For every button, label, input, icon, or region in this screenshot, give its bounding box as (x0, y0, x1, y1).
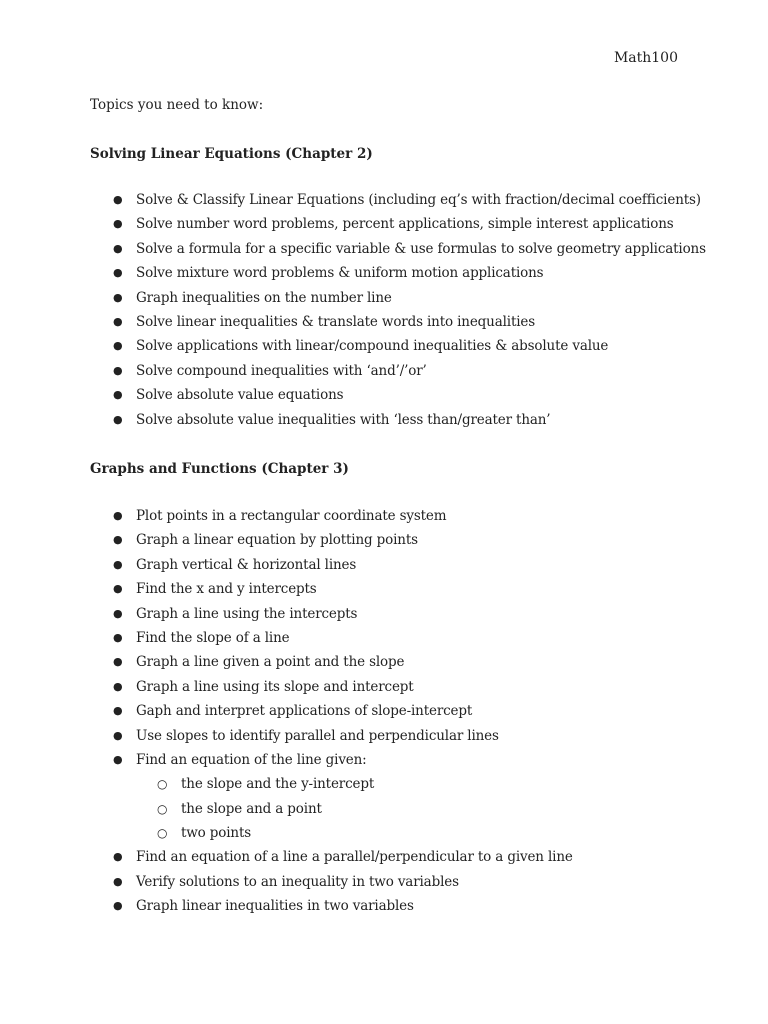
intro-text: Topics you need to know: (90, 97, 264, 113)
bullet-icon: ● (113, 363, 123, 377)
bullet-icon: ● (113, 630, 123, 644)
bullet-icon: ● (113, 606, 123, 620)
bullet-icon: ● (113, 679, 123, 693)
bullet-icon: ● (113, 339, 123, 353)
bullet-icon: ● (113, 509, 123, 522)
sub-list-item: ○ the slope and a point (157, 800, 322, 817)
list-item: ● Graph a line using its slope and intercept (113, 678, 414, 695)
list-item: ● Find the slope of a line (113, 629, 290, 646)
section-title-graphs-functions: Graphs and Functions (Chapter 3) (90, 461, 349, 477)
bullet-icon: ● (113, 582, 123, 596)
bullet-icon: ● (113, 533, 123, 547)
list-item: ● Solve applications with linear/compound inequalities & absolute value (113, 338, 609, 355)
list-item: ● Gaph and interpret applications of slope-intercept (113, 703, 473, 720)
topic-list-linear-equations (0, 190, 706, 434)
bullet-icon: ● (113, 388, 123, 402)
bullet-icon: ● (113, 266, 123, 280)
bullet-icon: ● (113, 412, 123, 426)
list-item: ● Solve number word problems, percent applications, simple interest applications (113, 216, 674, 233)
list-item: ● Solve & Classify Linear Equations (including eq’s with fraction/decimal coefficients) (113, 192, 701, 208)
list-item: ● Solve mixture word problems & uniform motion applications (113, 265, 544, 282)
hollow-bullet-icon: ○ (157, 777, 168, 792)
bullet-icon: ● (113, 314, 123, 328)
list-item: ● Solve absolute value inequalities with ‘less than/greater than’ (113, 411, 551, 428)
list-item: ● Graph a line using the intercepts (113, 605, 358, 622)
list-item: ● Solve linear inequalities & translate words into inequalities (113, 313, 536, 330)
bullet-icon: ● (113, 241, 123, 255)
bullet-icon: ● (113, 874, 123, 888)
list-item: ● Graph a line given a point and the slope (113, 654, 405, 671)
list-item: ● Graph a linear equation by plotting points (113, 532, 418, 549)
list-item: ● Solve absolute value equations (113, 387, 344, 404)
list-item: ● Graph vertical & horizontal lines (113, 556, 357, 573)
sub-list-item: ○ the slope and the y-intercept (157, 776, 375, 793)
bullet-icon: ● (113, 655, 123, 669)
sub-list-item: ○ two points (157, 825, 252, 842)
bullet-icon: ● (113, 899, 123, 913)
list-item: ● Find the x and y intercepts (113, 581, 317, 598)
bullet-icon: ● (113, 193, 123, 206)
list-item: ● Solve compound inequalities with ‘and’/’or’ (113, 362, 427, 379)
list-item: ● Verify solutions to an inequality in two variables (113, 873, 459, 890)
bullet-icon: ● (113, 217, 123, 231)
hollow-bullet-icon: ○ (157, 826, 168, 841)
hollow-bullet-icon: ○ (157, 801, 168, 816)
bullet-icon: ● (113, 557, 123, 571)
bullet-icon: ● (113, 850, 123, 864)
bullet-icon: ● (113, 704, 123, 718)
bullet-icon: ● (113, 752, 123, 766)
bullet-icon: ● (113, 728, 123, 742)
course-header: Math100 (613, 50, 678, 66)
list-item: ● Use slopes to identify parallel and perpendicular lines (113, 727, 499, 744)
topic-list-graphs-functions (0, 506, 680, 921)
section-title-linear-equations: Solving Linear Equations (Chapter 2) (90, 146, 373, 162)
list-item: ● Find an equation of the line given: (113, 751, 367, 768)
bullet-icon: ● (113, 290, 123, 304)
list-item: ● Plot points in a rectangular coordinate system (113, 508, 447, 524)
list-item: ● Solve a formula for a specific variable & use formulas to solve geometry applications (113, 240, 706, 257)
list-item: ● Graph linear inequalities in two variables (113, 898, 414, 915)
list-item: ● Graph inequalities on the number line (113, 289, 392, 306)
list-item: ● Find an equation of a line a parallel/perpendicular to a given line (113, 849, 573, 866)
